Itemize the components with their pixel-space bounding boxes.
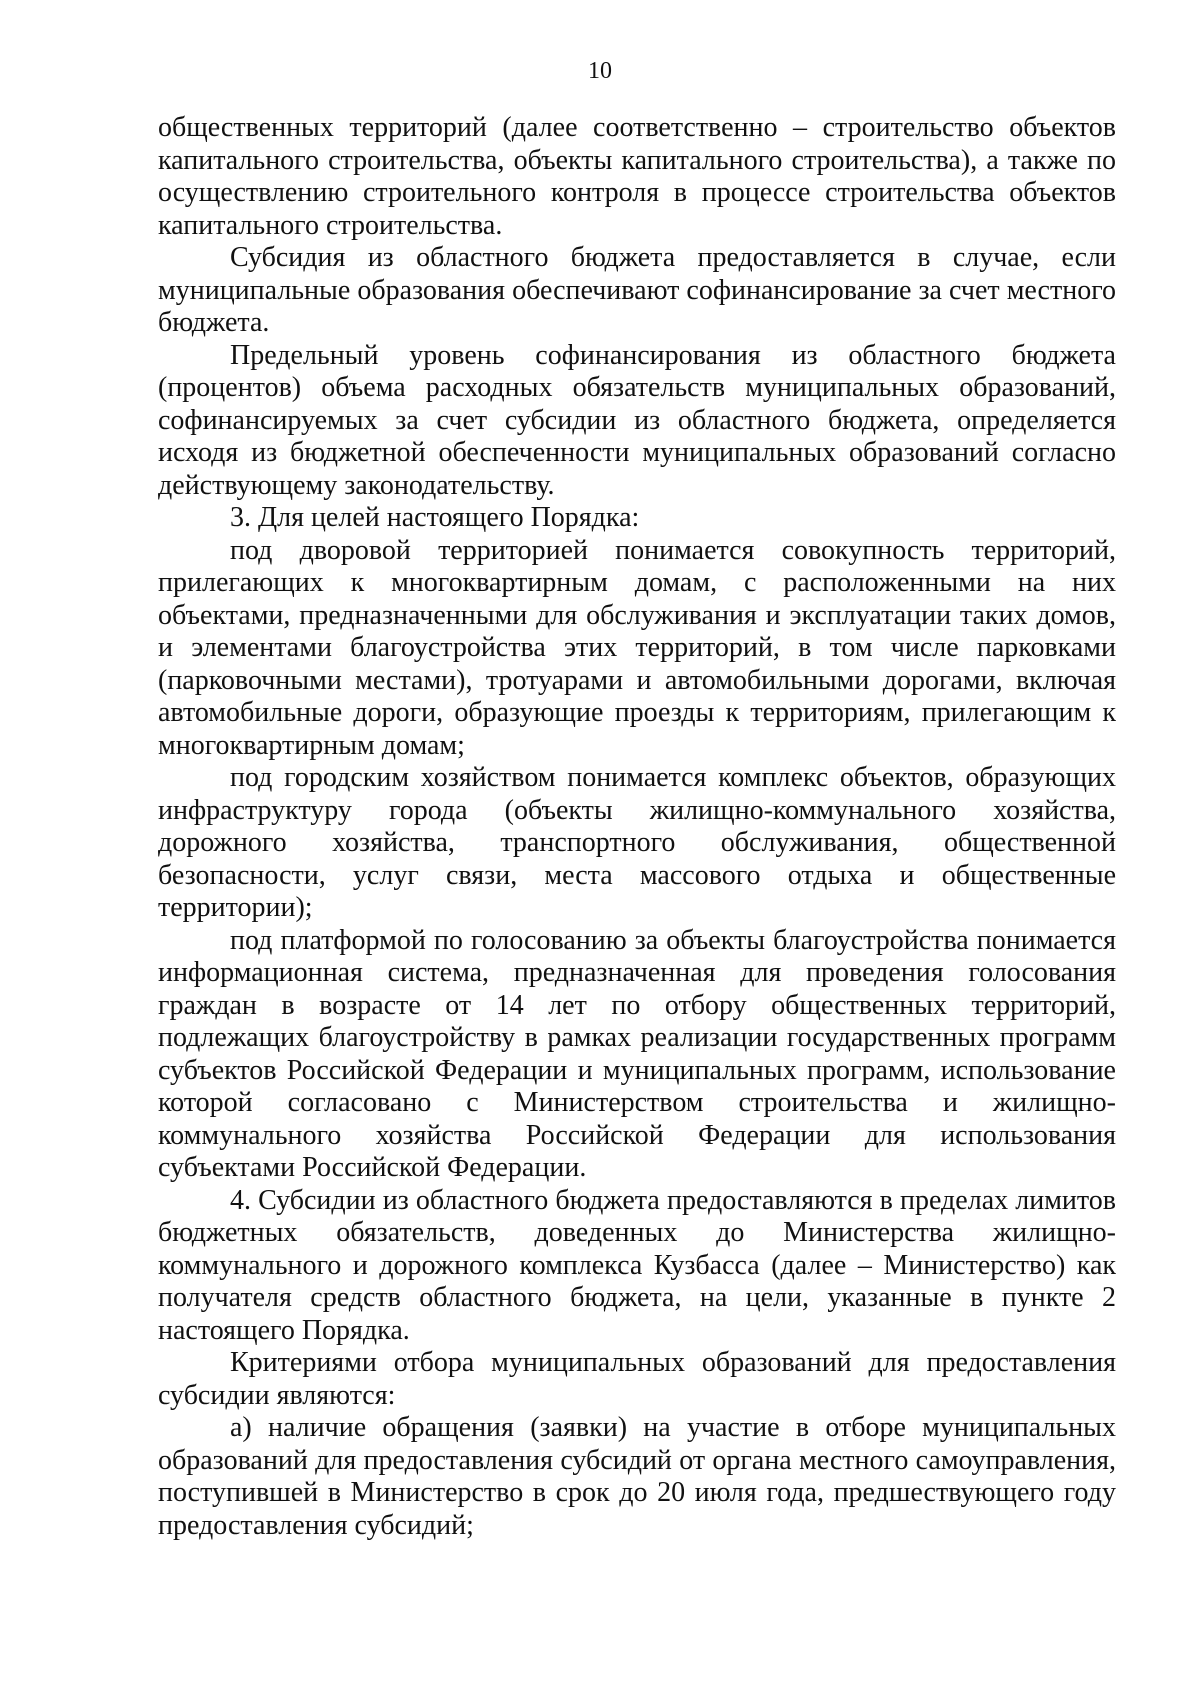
paragraph-courtyard-definition: под дворовой территорией понимается совокупность территорий, прилегающих к многоквартирным домам, с расположенными на них объектами, предназначенными для обслуживания и эксплуатации таких домов, и элементами благоустройства этих территорий, в том числе парковками (парковочными местами), тротуарами и автомобильными дорогами, включая автомобильные дороги, образующие проезды к территориям, прилегающим к многоквартирным домам; xyxy=(158,534,1116,761)
paragraph-cofinancing-limit: Предельный уровень софинансирования из областного бюджета (процентов) объема расходных обязательств муниципальных образований, софинансируемых за счет субсидии из областного бюджета, определяется исходя из бюджетной обеспеченности муниципальных образований согласно действующему законодательству. xyxy=(158,339,1116,501)
paragraph-subsidy-cofinancing: Субсидия из областного бюджета предоставляется в случае, если муниципальные образования обеспечивают софинансирование за счет местного бюджета. xyxy=(158,242,1116,338)
paragraph-criterion-a: а) наличие обращения (заявки) на участие в отборе муниципальных образований для предоставления субсидий от органа местного самоуправления, поступившей в Министерство в срок до 20 июля года, предшествующего году предоставления субсидий; xyxy=(158,1412,1116,1541)
paragraph-section-3-heading: 3. Для целей настоящего Порядка: xyxy=(230,502,640,533)
paragraph-continuation: общественных территорий (далее соответственно – строительство объектов капитального строительства, объекты капитального строительства), а также по осуществлению строительного контроля в процессе строительства объектов капитального строительства. xyxy=(158,112,1116,241)
paragraph-selection-criteria: Критериями отбора муниципальных образований для предоставления субсидии являются: xyxy=(158,1347,1116,1411)
paragraph-voting-platform-definition: под платформой по голосованию за объекты благоустройства понимается информационная система, предназначенная для проведения голосования граждан в возрасте от 14 лет по отбору общественных территорий, подлежащих благоустройству в рамках реализации государственных программ субъектов Российской Федерации и муниципальных программ, использование которой согласовано с Министерством строительства и жилищно-коммунального хозяйства Российской Федерации для использования субъектами Российской Федерации. xyxy=(158,924,1116,1183)
paragraph-section-4: 4. Субсидии из областного бюджета предоставляются в пределах лимитов бюджетных обязательств, доведенных до Министерства жилищно-коммунального и дорожного комплекса Кузбасса (далее – Министерство) как получателя средств областного бюджета, на цели, указанные в пункте 2 настоящего Порядка. xyxy=(158,1184,1116,1346)
page-number: 10 xyxy=(588,58,612,84)
document-body xyxy=(158,112,1116,1542)
paragraph-urban-economy-definition: под городским хозяйством понимается комплекс объектов, образующих инфраструктуру города (объекты жилищно-коммунального хозяйства, дорожного хозяйства, транспортного обслуживания, общественной безопасности, услуг связи, места массового отдыха и общественные территории); xyxy=(158,762,1116,923)
